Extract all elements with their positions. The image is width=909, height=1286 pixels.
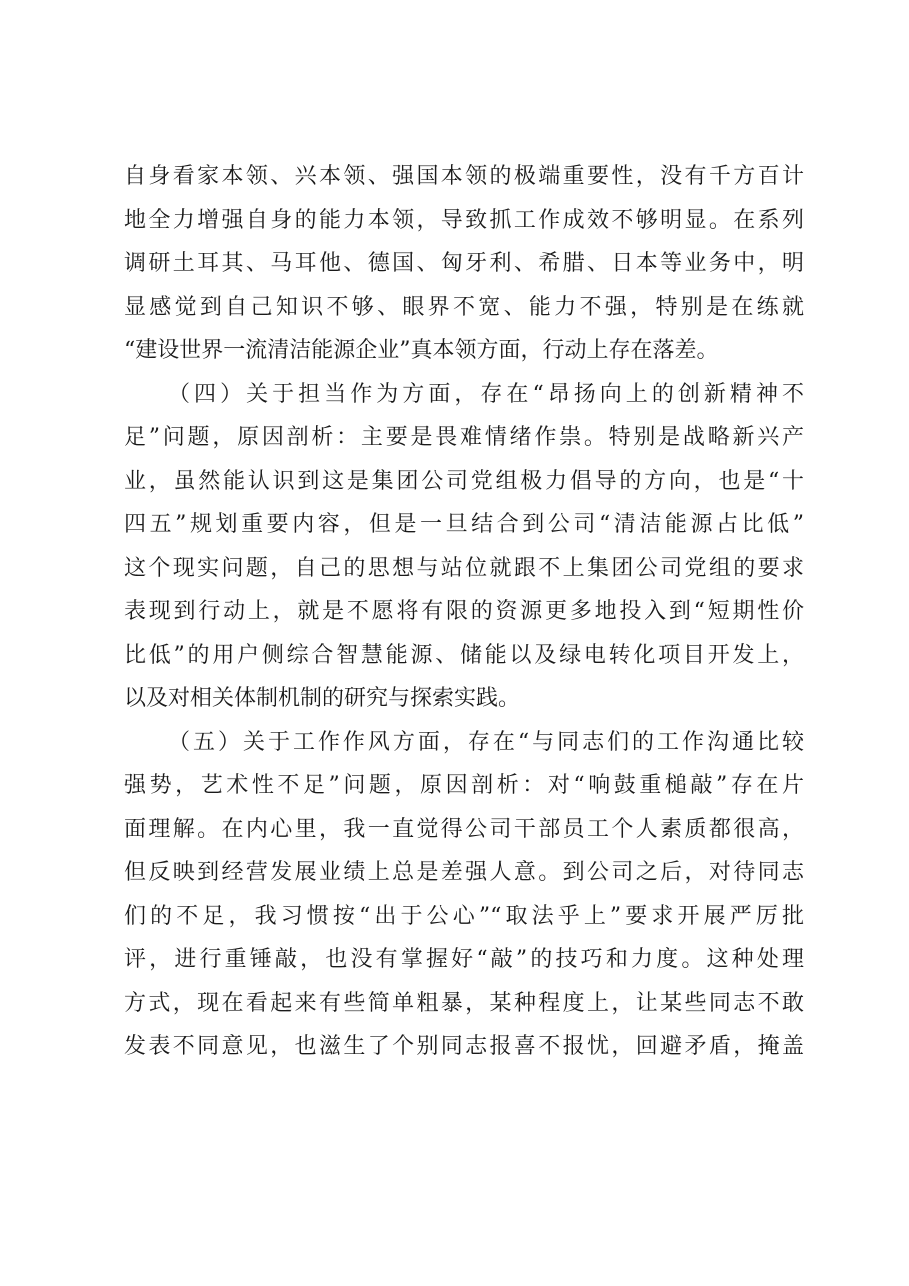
text-line: 比低”的用户侧综合智慧能源、储能以及绿电转化项目开发上， [124, 642, 804, 668]
document-body [124, 155, 804, 1069]
text-line: 四五”规划重要内容，但是一旦结合到公司“清洁能源占比低” [124, 512, 804, 537]
text-line: 方式，现在看起来有些简单粗暴，某种程度上，让某些同志不敢 [124, 990, 804, 1016]
text-line: 足”问题，原因剖析：主要是畏难情绪作祟。特别是战略新兴产 [124, 425, 804, 450]
text-line: 显感觉到自己知识不够、眼界不宽、能力不强，特别是在练就 [124, 294, 804, 320]
text-line: “建设世界一流清洁能源企业”真本领方面，行动上存在落差。 [124, 338, 719, 363]
paragraph-first-line: （五）关于工作作风方面，存在“与同志们的工作沟通比较 [168, 729, 804, 755]
text-line: 但反映到经营发展业绩上总是差强人意。到公司之后，对待同志 [124, 860, 804, 885]
text-line: 调研土耳其、马耳他、德国、匈牙利、希腊、日本等业务中，明 [124, 251, 804, 276]
text-line: 业，虽然能认识到这是集团公司党组极力倡导的方向，也是“十 [124, 468, 804, 494]
text-line: 以及对相关体制机制的研究与探索实践。 [124, 686, 521, 711]
text-line: 们的不足，我习惯按“出于公心”“取法乎上”要求开展严厉批 [124, 903, 804, 929]
text-line: 这个现实问题，自己的思想与站位就跟不上集团公司党组的要求 [124, 555, 804, 581]
paragraph-first-line: （四）关于担当作为方面，存在“昂扬向上的创新精神不 [168, 381, 804, 407]
text-line: 自身看家本领、兴本领、强国本领的极端重要性，没有千方百计 [124, 164, 804, 189]
text-line: 面理解。在内心里，我一直觉得公司干部员工个人素质都很高， [124, 816, 804, 842]
text-line: 强势，艺术性不足”问题，原因剖析：对“响鼓重槌敲”存在片 [124, 773, 804, 798]
text-line: 地全力增强自身的能力本领，导致抓工作成效不够明显。在系列 [124, 207, 804, 233]
text-line: 发表不同意见，也滋生了个别同志报喜不报忧，回避矛盾，掩盖 [124, 1034, 804, 1059]
text-line: 表现到行动上，就是不愿将有限的资源更多地投入到“短期性价 [124, 599, 804, 624]
text-line: 评，进行重锤敲，也没有掌握好“敲”的技巧和力度。这种处理 [124, 947, 804, 972]
